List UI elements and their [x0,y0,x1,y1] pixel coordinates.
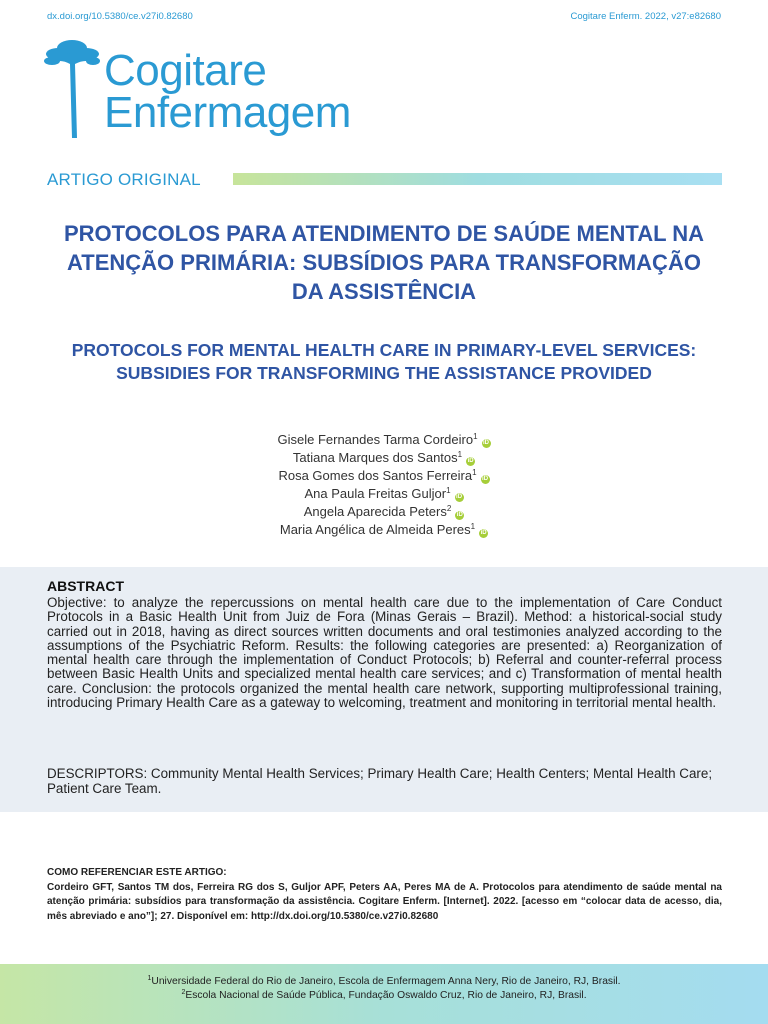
journal-name-line-2: Enfermagem [104,88,351,137]
orcid-icon[interactable]: iD [467,458,474,464]
abstract-heading: ABSTRACT [47,578,124,594]
journal-citation: Cogitare Enferm. 2022, v27:e82680 [570,11,721,22]
affiliation-marker: 1 [470,522,476,531]
journal-name-line-1: Cogitare [104,46,267,95]
author-name: Tatiana Marques dos Santos [292,450,458,465]
affiliations-footer [0,964,768,1024]
orcid-icon[interactable]: iD [483,440,490,446]
abstract-text: Objective: to analyze the repercussions on mental health care due to the implementation of Care Conduct Protocols in a Basic Health Unit from Juiz de Fora (Minas Gerais – Brazil). Method: a historical-social study carried out in 2018, having as direct sources written documents and oral testimonies analyzed according to the assumptions of the Psychiatric Reform. Results: the following categories are presented: a) Reorganization of mental health care through the implementation of Conduct Protocols; b) Referral and counter-referral process between Basic Health Units and specialized mental health care services; and c) Transformation of mental health care. Conclusion: the protocols organized the mental health care network, supporting multiprofessional training, introducing Primary Health Care as a gateway to welcoming, treatment and monitoring in territorial mental health. [47,595,722,711]
author-name: Angela Aparecida Peters [303,504,447,519]
section-label: ARTIGO ORIGINAL [47,170,201,189]
author [0,431,768,449]
affiliation-marker: 1 [457,450,463,459]
abstract-section [0,567,768,812]
affiliation-marker: 1 [473,432,478,441]
orcid-icon[interactable]: iD [456,512,463,518]
affiliation-marker: 2 [446,504,452,513]
author [0,521,768,539]
descriptors: DESCRIPTORS: Community Mental Health Services; Primary Health Care; Health Centers; Mental Health Care; Patient Care Team. [47,766,713,796]
affiliation-number: 1 [147,975,152,982]
affiliation-marker: 1 [472,468,477,477]
citation-text: Cordeiro GFT, Santos TM dos, Ferreira RG dos S, Guljor APF, Peters AA, Peres MA de A. Protocolos para atendimento de saúde mental na atenção primária: subsídios para transformação da assistência. Cogitare Enferm. [Internet]. 2022. [acesso em “colocar data de acesso, dia, mês abreviado e ano”]; 27. Disponível em: http://dx.doi.org/10.5380/ce.v27i0.82680 [47,882,722,922]
article-title-english: PROTOCOLS FOR MENTAL HEALTH CARE IN PRIMARY-LEVEL SERVICES: SUBSIDIES FOR TRANSFORMING THE ASSISTANCE PROVIDED [71,340,697,383]
affiliation-marker: 1 [446,486,451,495]
orcid-icon[interactable]: iD [482,476,489,482]
citation-heading: COMO REFERENCIAR ESTE ARTIGO: [47,867,227,878]
affiliation-2 [0,990,768,1001]
author-list [0,431,768,539]
orcid-icon[interactable]: iD [456,494,463,500]
author-name: Gisele Fernandes Tarma Cordeiro [277,432,474,447]
author [0,467,768,485]
author-name: Maria Angélica de Almeida Peres [279,522,471,537]
section-gradient-bar [233,173,722,185]
affiliation-text: Universidade Federal do Rio de Janeiro, Escola de Enfermagem Anna Nery, Rio de Janeiro, RJ, Brasil. [151,976,621,987]
affiliation-text: Escola Nacional de Saúde Pública, Fundação Oswaldo Cruz, Rio de Janeiro, RJ, Brasil. [185,990,587,1001]
journal-name [104,46,351,137]
author [0,449,768,467]
author-name: Rosa Gomes dos Santos Ferreira [278,468,473,483]
araucaria-tree-icon [44,34,100,138]
author [0,503,768,521]
orcid-icon[interactable]: iD [480,530,487,536]
article-title-portuguese: PROTOCOLOS PARA ATENDIMENTO DE SAÚDE MENTAL NA ATENÇÃO PRIMÁRIA: SUBSÍDIOS PARA TRANSFORMAÇÃO DA ASSISTÊNCIA [63,221,705,304]
doi-link[interactable]: dx.doi.org/10.5380/ce.v27i0.82680 [47,11,193,22]
author-name: Ana Paula Freitas Guljor [304,486,447,501]
journal-logo [44,34,404,146]
affiliation-1 [0,976,768,987]
section-header [47,168,722,190]
affiliation-number: 2 [181,989,186,996]
author [0,485,768,503]
